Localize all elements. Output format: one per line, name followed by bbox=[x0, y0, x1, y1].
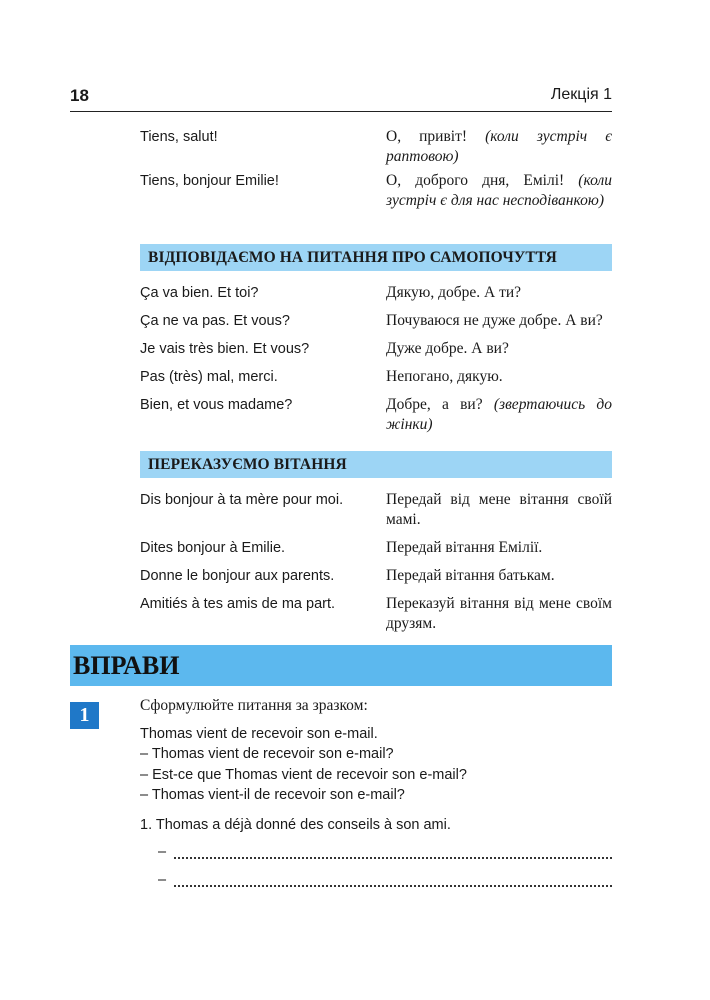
answer-line[interactable] bbox=[158, 844, 612, 864]
answer-dash: – bbox=[158, 872, 167, 888]
section-heading-wellbeing bbox=[140, 244, 612, 271]
page-header bbox=[70, 86, 612, 108]
ukrainian-translation bbox=[386, 127, 612, 167]
french-phrase: Donne le bonjour aux parents. bbox=[140, 568, 335, 584]
section-heading-regards bbox=[140, 451, 612, 478]
dotted-fill-line bbox=[174, 857, 612, 859]
french-phrase: Dis bonjour à ta mère pour moi. bbox=[140, 492, 344, 508]
dotted-fill-line bbox=[174, 885, 612, 887]
answer-line[interactable] bbox=[158, 872, 612, 892]
exercise-task: 1. Thomas a déjà donné des conseils à son ami. bbox=[140, 817, 451, 833]
section-title: ПЕРЕКАЗУЄМО ВІТАННЯ bbox=[148, 456, 347, 473]
french-phrase: Bien, et vous madame? bbox=[140, 397, 293, 413]
translation-text: Добре, а ви? bbox=[386, 396, 483, 413]
ukrainian-translation: Передай вітання батькам. bbox=[386, 567, 555, 584]
french-phrase: Je vais très bien. Et vous? bbox=[140, 341, 310, 357]
exercise-instruction: Сформулюйте питання за зразком: bbox=[140, 697, 368, 714]
translation-note: (звертаючись до жінки) bbox=[386, 396, 613, 433]
french-phrase: Amitiés à tes amis de ma part. bbox=[140, 596, 336, 612]
french-phrase: Ça va bien. Et toi? bbox=[140, 285, 259, 301]
page-number: 18 bbox=[70, 86, 89, 105]
example-question: – Thomas vient-il de recevoir son e-mail? bbox=[140, 787, 405, 803]
french-phrase: Tiens, bonjour Emilie! bbox=[140, 173, 279, 189]
french-phrase: Ça ne va pas. Et vous? bbox=[140, 313, 290, 329]
ukrainian-translation: Переказуй вітання від мене своїм друзям. bbox=[386, 595, 612, 632]
french-phrase: Dites bonjour à Emilie. bbox=[140, 540, 286, 556]
exercises-heading bbox=[70, 645, 612, 686]
example-question: – Est-ce que Thomas vient de recevoir son e-mail? bbox=[140, 767, 467, 783]
ukrainian-translation: Дуже добре. А ви? bbox=[386, 340, 509, 357]
exercise-number-badge: 1 bbox=[70, 702, 99, 729]
translation-text: О, доброго дня, Емілі! bbox=[386, 172, 565, 189]
french-phrase: Tiens, salut! bbox=[140, 129, 218, 145]
example-sentence: Thomas vient de recevoir son e-mail. bbox=[140, 726, 378, 742]
header-rule bbox=[70, 111, 612, 112]
translation-note: (коли зустріч є раптовою) bbox=[386, 128, 613, 165]
ukrainian-translation: Непогано, дякую. bbox=[386, 368, 503, 385]
ukrainian-translation bbox=[386, 171, 612, 211]
answer-dash: – bbox=[158, 844, 167, 860]
running-title: Лекція 1 bbox=[550, 86, 612, 103]
ukrainian-translation: Передай від мене вітання своїй мамі. bbox=[386, 491, 612, 528]
translation-note: (коли зустріч є для нас несподіванкою) bbox=[386, 172, 612, 209]
translation-text: О, привіт! bbox=[386, 128, 468, 145]
example-question: – Thomas vient de recevoir son e-mail? bbox=[140, 746, 394, 762]
ukrainian-translation bbox=[386, 395, 612, 435]
exercises-title: ВПРАВИ bbox=[73, 651, 180, 680]
french-phrase: Pas (très) mal, merci. bbox=[140, 369, 278, 385]
section-title: ВІДПОВІДАЄМО НА ПИТАННЯ ПРО САМОПОЧУТТЯ bbox=[148, 249, 557, 266]
ukrainian-translation: Передай вітання Емілії. bbox=[386, 539, 543, 556]
ukrainian-translation: Дякую, добре. А ти? bbox=[386, 284, 522, 301]
ukrainian-translation: Почуваюся не дуже добре. А ви? bbox=[386, 312, 603, 329]
